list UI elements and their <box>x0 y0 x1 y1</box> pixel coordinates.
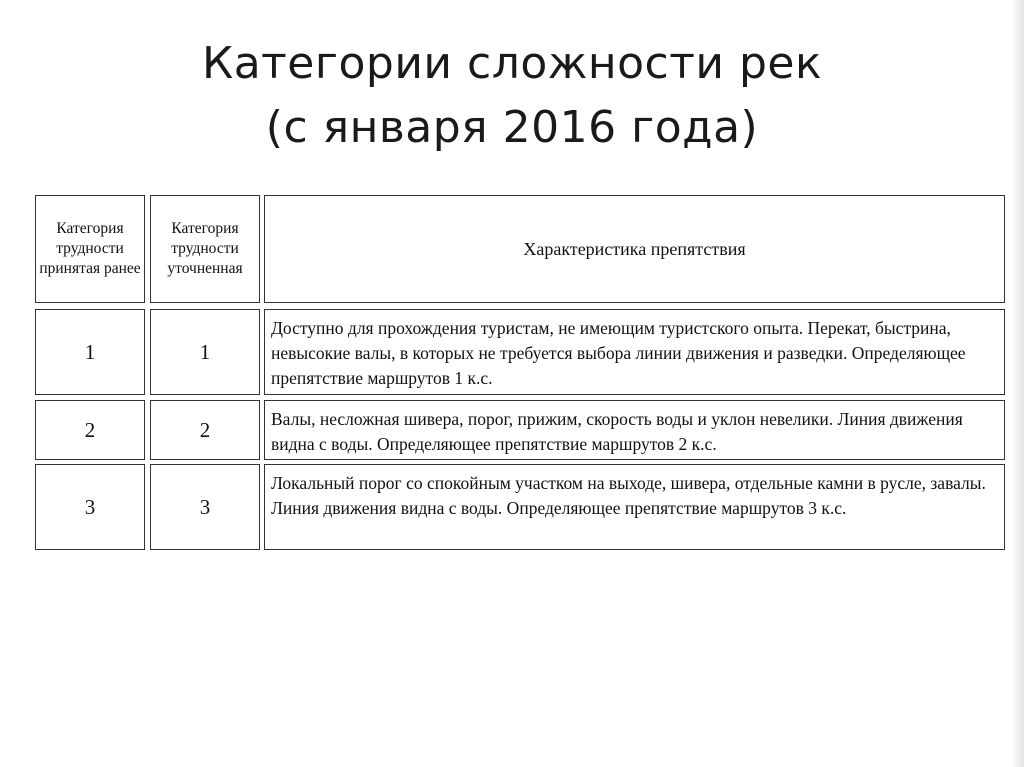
slide-title-line-1: Категории сложности рек <box>201 38 823 89</box>
header-obstacle-characteristic: Характеристика препятствия <box>264 195 1005 303</box>
table-row-2-refined: 2 <box>150 400 260 460</box>
table-row-1-description: Доступно для прохождения туристам, не имеющим туристского опыта. Перекат, быстрина, невысокие валы, в которых не требуется выбора линии движения и разведки. Определяющее препятствие маршрутов 1 к.с. <box>264 309 1005 395</box>
table-row-3-earlier: 3 <box>35 464 145 550</box>
header-refined-category: Категория трудности уточненная <box>150 195 260 303</box>
table-row-1-earlier: 1 <box>35 309 145 395</box>
slide-title <box>0 32 1024 160</box>
table-row-2-description: Валы, несложная шивера, порог, прижим, скорость воды и уклон невелики. Линия движения видна с воды. Определяющее препятствие маршрутов 2 к.с. <box>264 400 1005 460</box>
table-row-3-description: Локальный порог со спокойным участком на выходе, шивера, отдельные камни в русле, завалы. Линия движения видна с воды. Определяющее препятствие маршрутов 3 к.с. <box>264 464 1005 550</box>
header-earlier-category: Категория трудности принятая ранее <box>35 195 145 303</box>
slide-title-line-2: (с января 2016 года) <box>265 102 759 153</box>
table-row-2-earlier: 2 <box>35 400 145 460</box>
table-row-3-refined: 3 <box>150 464 260 550</box>
table-row-1-refined: 1 <box>150 309 260 395</box>
